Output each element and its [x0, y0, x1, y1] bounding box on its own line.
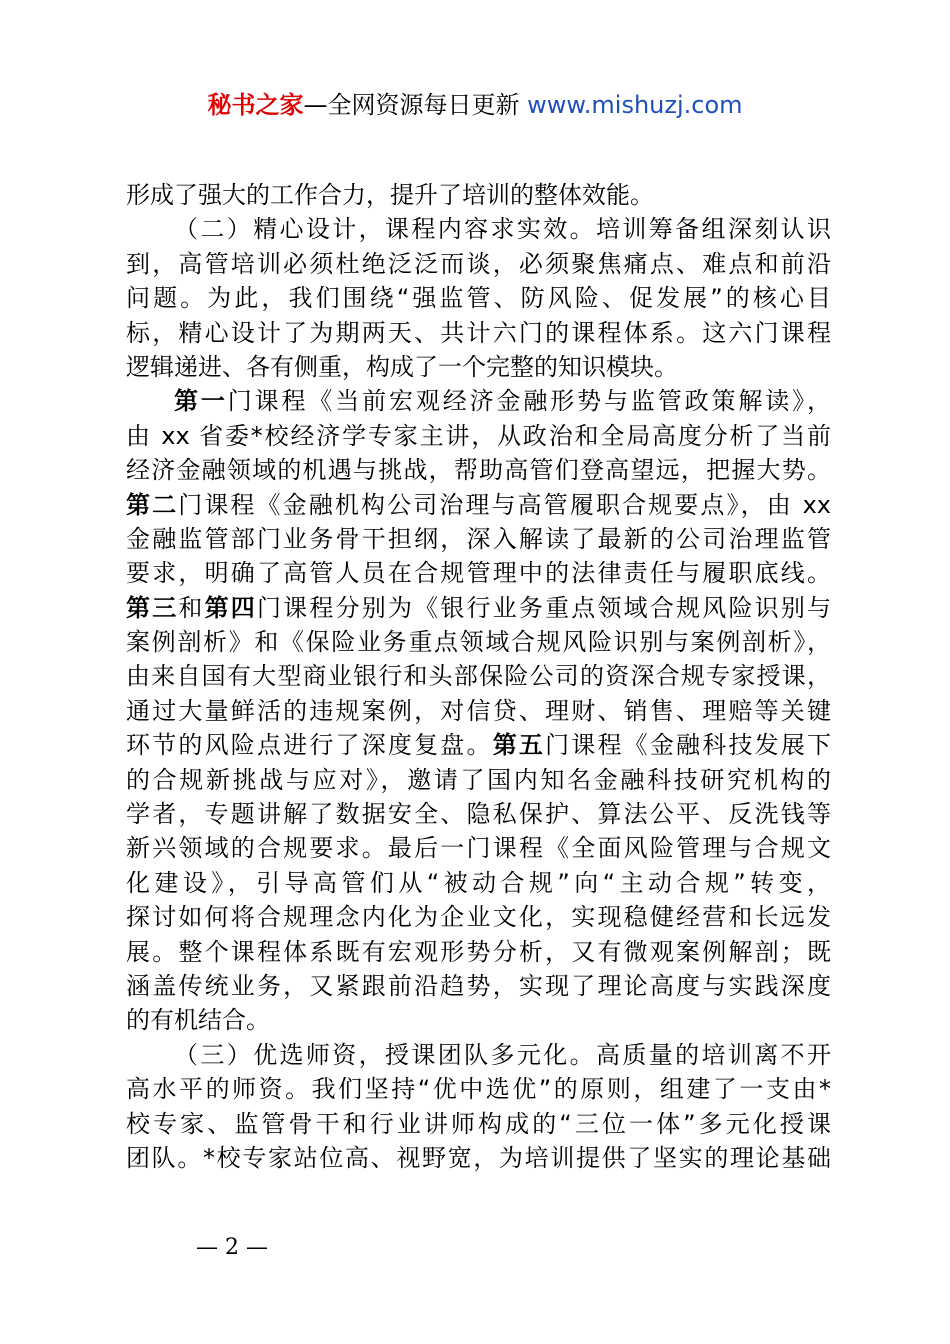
document-body	[126, 178, 831, 1175]
text-line: 要求，明确了高管人员在合规管理中的法律责任与履职底线。	[126, 559, 831, 588]
text-line: 标，精心设计了为期两天、共计六门的课程体系。这六门课程	[126, 318, 831, 347]
text-line: 到，高管培训必须杜绝泛泛而谈，必须聚焦痛点、难点和前沿	[126, 249, 831, 278]
site-url-link[interactable]: www.mishuzj.com	[527, 91, 743, 119]
text-line: 由 xx 省委*校经济学专家主讲，从政治和全局高度分析了当前	[126, 421, 831, 450]
text-line: 形成了强大的工作合力，提升了培训的整体效能。	[126, 181, 654, 209]
section-heading-line: （三）优选师资，授课团队多元化。高质量的培训离不开	[174, 1040, 831, 1069]
text-line: 团队。*校专家站位高、视野宽，为培训提供了坚实的理论基础	[126, 1143, 831, 1172]
text-line: 化建设》，引导高管们从“被动合规”向“主动合规”转变，	[126, 868, 831, 897]
header-tagline: —全网资源每日更新	[303, 91, 528, 119]
text-line: 第三和第四门课程分别为《银行业务重点领域合规风险识别与	[126, 593, 832, 622]
bold-fourth: 第四	[204, 593, 257, 622]
text-line: 通过大量鲜活的违规案例，对信贷、理财、销售、理赔等关键	[126, 696, 831, 725]
page-number: — 2 —	[196, 1235, 268, 1260]
text-line: 的合规新挑战与应对》，邀请了国内知名金融科技研究机构的	[126, 765, 831, 794]
bold-third: 第三	[126, 593, 179, 622]
text-line: 第一门课程《当前宏观经济金融形势与监管政策解读》，	[174, 387, 831, 416]
bold-second: 第二	[126, 490, 179, 519]
site-header	[0, 88, 950, 122]
text-line: 新兴领域的合规要求。最后一门课程《全面风险管理与合规文	[126, 834, 831, 863]
text-line: 探讨如何将合规理念内化为企业文化，实现稳健经营和长远发	[126, 903, 831, 932]
text-line: 校专家、监管骨干和行业讲师构成的“三位一体”多元化授课	[126, 1109, 831, 1138]
text-line: 案例剖析》和《保险业务重点领域合规风险识别与案例剖析》，	[126, 628, 831, 657]
bold-first: 第一	[174, 387, 228, 416]
text-line: 问题。为此，我们围绕“强监管、防风险、促发展”的核心目	[126, 284, 831, 313]
text-line: 高水平的师资。我们坚持“优中选优”的原则，组建了一支由*	[126, 1075, 831, 1104]
text-line: 涵盖传统业务，又紧跟前沿趋势，实现了理论高度与实践深度	[126, 971, 831, 1000]
text-line: 经济金融领域的机遇与挑战，帮助高管们登高望远，把握大势。	[126, 456, 831, 485]
text-line: 第二门课程《金融机构公司治理与高管履职合规要点》，由 xx	[126, 490, 831, 519]
section-heading-line: （二）精心设计，课程内容求实效。培训筹备组深刻认识	[174, 215, 831, 244]
text-line: 金融监管部门业务骨干担纲，深入解读了最新的公司治理监管	[126, 524, 831, 553]
text-line: 由来自国有大型商业银行和头部保险公司的资深合规专家授课，	[126, 662, 831, 691]
text-line: 的有机结合。	[126, 1006, 270, 1035]
brand-name: 秘书之家	[207, 91, 304, 119]
text-line: 环节的风险点进行了深度复盘。第五门课程《金融科技发展下	[126, 731, 832, 760]
bold-fifth: 第五	[492, 731, 546, 760]
text-line: 逻辑递进、各有侧重，构成了一个完整的知识模块。	[126, 352, 678, 381]
text-line: 学者，专题讲解了数据安全、隐私保护、算法公平、反洗钱等	[126, 800, 831, 829]
text-line: 展。整个课程体系既有宏观形势分析，又有微观案例解剖；既	[126, 937, 831, 966]
